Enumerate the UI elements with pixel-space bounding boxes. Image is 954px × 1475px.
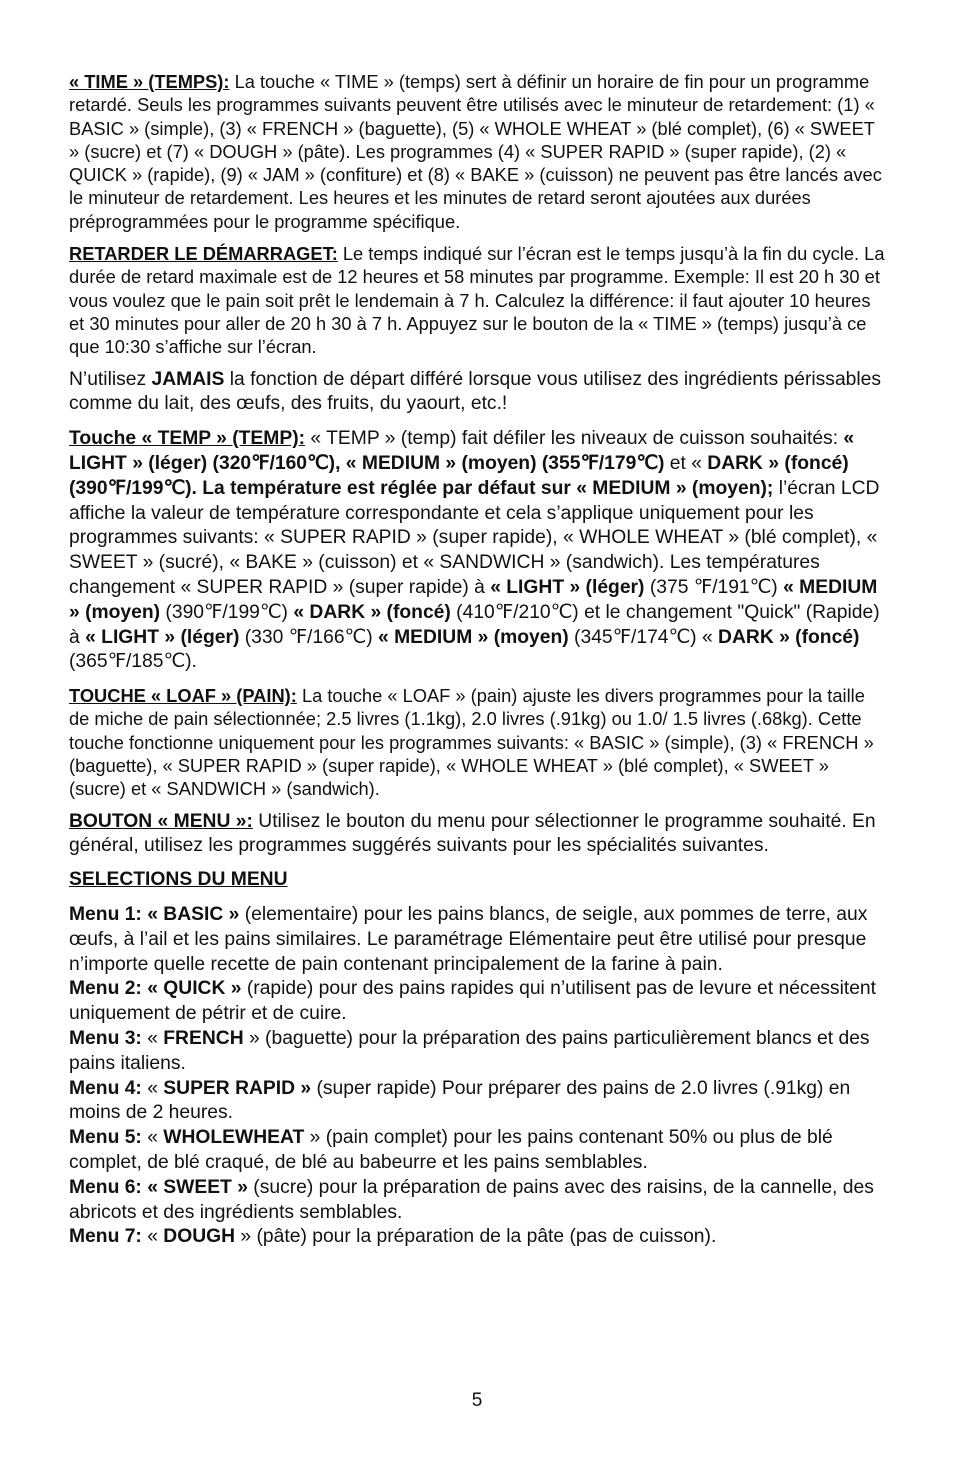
delay-heading: RETARDER LE DÉMARRAGET: (69, 243, 338, 265)
menu-item-5-quote: « (141, 1127, 164, 1149)
menu-item-7-text: » (pâte) pour la préparation de la pâte (pas de cuisson). (235, 1226, 717, 1248)
temp-text-6: (410℉/210℃) et le changement "Quick" (Rapide) à (69, 601, 880, 648)
temp-bold-3: « LIGHT » (léger) (490, 576, 645, 598)
temp-text-1: « TEMP » (temp) fait défiler les niveaux de cuisson souhaités: (305, 428, 844, 450)
temp-bold-8: DARK » (foncé) (718, 626, 860, 648)
delay-paragraph (69, 242, 886, 358)
temp-bold-2: DARK » (foncé) (390℉/199℃). La température est réglée par défaut sur « MEDIUM » (moyen); (69, 452, 849, 499)
menu-item-1-text: (elementaire) pour les pains blancs, de seigle, aux pommes de terre, aux œufs, à l’ail et les pains similaires. Le paramétrage Elémentaire peut être utilisé pour presque n’importe quelle recette de pain contenant principalement de la farine à pain. (69, 904, 868, 975)
temp-text-7: (330 ℉/166℃) (239, 626, 378, 648)
temp-text-8: (345℉/174℃) « (568, 626, 719, 648)
loaf-heading: TOUCHE « LOAF » (PAIN): (69, 685, 297, 707)
menu-item-4-text: (super rapide) Pour préparer des pains de 2.0 livres (.91kg) en moins de 2 heures. (69, 1077, 851, 1124)
warning-pre: N’utilisez (69, 368, 152, 390)
menu-item-5 (69, 1126, 886, 1176)
menu-button-text: Utilisez le bouton du menu pour sélectionner le programme souhaité. En général, utilisez les programmes suggérés suivants pour les spécialités suivantes. (69, 810, 876, 857)
warning-paragraph (69, 368, 886, 418)
temp-paragraph (69, 427, 886, 675)
delay-text: Le temps indiqué sur l’écran est le temps jusqu’à la fin du cycle. La durée de retard maximale est de 12 heures et 58 minutes par programme. Exemple: Il est 20 h 30 et vous voulez que le pain soit prêt le lendemain à 7 h. Calculez la différence: il faut ajouter 10 heures et 30 minutes pour aller de 20 h 30 à 7 h. Appuyez sur le bouton de la « TIME » (temps) jusqu’à ce que 10:30 s’affiche sur l’écran. (69, 243, 885, 358)
temp-bold-4: « MEDIUM » (moyen) (69, 576, 878, 623)
menu-item-3-label: Menu 3: (69, 1027, 142, 1049)
menu-item-2-text: (rapide) pour des pains rapides qui n’utilisent pas de levure et nécessitent uniquement de pétrir et de cuire. (69, 978, 877, 1025)
page-number: 5 (471, 1390, 483, 1411)
warning-bold: JAMAIS (151, 368, 225, 390)
menu-item-1-label: Menu 1: « BASIC » (69, 904, 240, 925)
menu-item-2 (69, 977, 886, 1027)
loaf-text: La touche « LOAF » (pain) ajuste les divers programmes pour la taille de miche de pain sélectionnée; 2.5 livres (1.1kg), 2.0 livres (.91kg) ou 1.0/ 1.5 livres (.68kg). Cette touche fonctionne uniquement pour les programmes suivants: « BASIC » (simple), (3) « FRENCH » (baguette), « SUPER RAPID » (super rapide), « WHOLE WHEAT » (blé complet), « SWEET » (sucre) et « SANDWICH » (sandwich). (69, 685, 874, 800)
loaf-paragraph (69, 684, 886, 800)
menu-button-heading: BOUTON « MENU »: (69, 810, 253, 832)
time-heading: « TIME » (TEMPS): (69, 71, 230, 92)
menu-item-6-label: Menu 6: « SWEET » (69, 1176, 248, 1198)
menu-item-7-quote: « (141, 1226, 164, 1248)
menu-item-7-program: DOUGH (163, 1226, 236, 1248)
menu-item-5-text: » (pain complet) pour les pains contenant 50% ou plus de blé complet, de blé craqué, de blé au babeurre et les pains semblables. (69, 1127, 833, 1173)
temp-text-5: (390℉/199℃) (160, 601, 294, 623)
warning-post: la fonction de départ différé lorsque vous utilisez des ingrédients périssables comme du lait, des œufs, des fruits, du yaourt, etc.! (69, 368, 882, 415)
selections-heading: SELECTIONS DU MENU (69, 869, 288, 891)
menu-item-7-label: Menu 7: (69, 1226, 142, 1248)
menu-item-4-quote: « (141, 1077, 164, 1099)
menu-item-5-program: WHOLEWHEAT (163, 1127, 305, 1149)
temp-bold-1: « LIGHT » (léger) (320℉/160℃), « MEDIUM » (moyen) (355℉/179℃) (69, 428, 855, 474)
menu-item-4-label: Menu 4: (69, 1077, 142, 1099)
menu-item-2-label: Menu 2: « QUICK » (69, 978, 242, 1000)
time-paragraph (69, 70, 886, 233)
menu-item-3-quote: « (141, 1027, 164, 1049)
menu-item-1 (69, 903, 886, 977)
temp-bold-7: « MEDIUM » (moyen) (378, 626, 569, 648)
temp-bold-5: « DARK » (foncé) (293, 601, 451, 623)
menu-item-3-text: » (baguette) pour la préparation des pains particulièrement blancs et des pains italiens. (69, 1027, 870, 1074)
menu-item-4-program: SUPER RAPID » (163, 1077, 312, 1099)
menu-item-5-label: Menu 5: (69, 1127, 142, 1149)
temp-text-3: l’écran LCD affiche la valeur de température correspondante et cela s’applique uniquement pour les programmes suivants: « SUPER RAPID » (super rapide), « WHOLE WHEAT » (blé complet), « SWEET » (sucré), « BAKE » (cuisson) et « SANDWICH » (sandwich). Les températures changement « SUPER RAPID » (super rapide) à (69, 477, 880, 598)
menu-item-4 (69, 1077, 886, 1127)
temp-bold-6: « LIGHT » (léger) (85, 626, 240, 648)
temp-text-9: (365℉/185℃). (69, 651, 197, 673)
menu-button-paragraph (69, 810, 886, 860)
temp-text-2: et « (664, 452, 708, 474)
temp-text-4: (375 ℉/191℃) (644, 576, 784, 598)
menu-item-6-text: (sucre) pour la préparation de pains avec des raisins, de la cannelle, des abricots et des ingrédients semblables. (69, 1176, 874, 1223)
menu-item-3 (69, 1027, 886, 1077)
time-text: La touche « TIME » (temps) sert à définir un horaire de fin pour un programme retardé. Seuls les programmes suivants peuvent être utilisés avec le minuteur de retardement: (1) « BASIC » (simple), (3) « FRENCH » (baguette), (5) « WHOLE WHEAT » (blé complet), (6) « SWEET » (sucre) et (7) « DOUGH » (pâte). Les programmes (4) « SUPER RAPID » (super rapide), (2) « QUICK » (rapide), (9) « JAM » (confiture) et (8) « BAKE » (cuisson) ne peuvent pas être lancés avec le minuteur de retardement. Les heures et les minutes de retard seront ajoutées aux durées préprogrammées pour le programme spécifique. (69, 71, 882, 232)
temp-heading: Touche « TEMP » (TEMP): (69, 428, 306, 450)
menu-item-3-program: FRENCH (163, 1027, 244, 1049)
menu-item-7 (69, 1225, 886, 1250)
menu-item-6 (69, 1176, 886, 1226)
